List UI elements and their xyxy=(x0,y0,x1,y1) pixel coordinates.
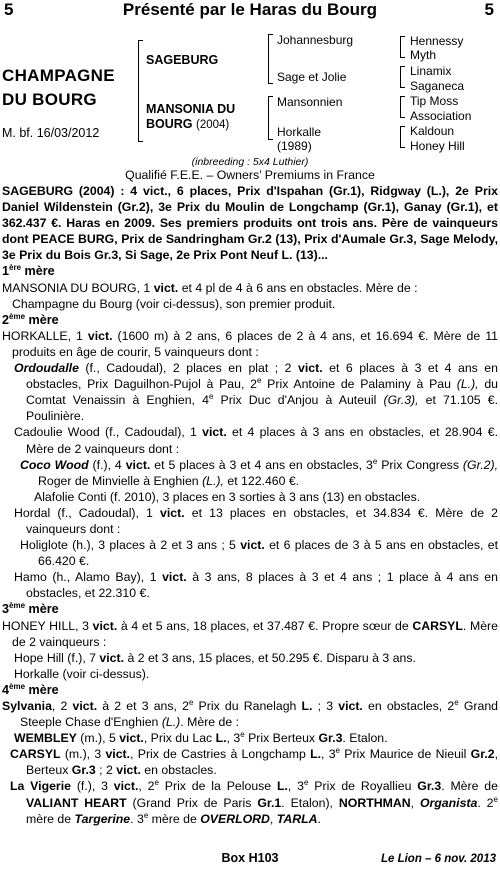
dam2-produce-cadoulie: Cadoulie Wood (f., Cadoudal), 1 vict. et 4 places à 3 ans en obstacles, et 28.904 €. Mère de 2 vainqueurs dont : xyxy=(14,425,498,456)
section-heading-3: 3ème mère xyxy=(2,601,59,617)
pedigree-text xyxy=(2,183,498,827)
dam2-produce-hamo: Hamo (h., Alamo Bay), 1 vict. à 3 ans, 8 places à 3 et 4 ans ; 1 place à 4 ans en obstacles, et 22.310 €. xyxy=(14,570,498,601)
page-number-right: 5 xyxy=(484,0,494,19)
dam2-paragraph: HORKALLE, 1 vict. (1600 m) à 2 ans, 6 places de 2 à 4 ans, et 16.694 €. Mère de 11 produits en âge de courir, 5 vainqueurs dont : xyxy=(2,328,498,359)
pedigree-bracket-dam xyxy=(268,96,273,140)
horse-name-line1: CHAMPAGNE xyxy=(2,66,115,85)
pedigree-g7: Kaldoun xyxy=(410,124,455,138)
dam3-produce-hope-hill: Hope Hill (f.), 7 vict. à 2 et 3 ans, 15 places, et 50.295 €. Disparu à 3 ans. xyxy=(14,650,416,665)
pedigree-dam-sire: Mansonnien xyxy=(277,95,343,109)
dam4-produce-la-vigerie: La Vigerie (f.), 3 vict., 2e Prix de la Pelouse L., 3e Prix de Royallieu Gr.3. Mère de VALIANT HEART (Grand Prix de Paris Gr.1. Etalon), NORTHMAN, Organista. 2e mère de Targerine. 3e mère de OVERLORD, TARLA. xyxy=(10,778,498,826)
dam2-produce-coco-wood: Coco Wood (f.), 4 vict. et 5 places à 3 et 4 ans en obstacles, 3e Prix Congress (Gr.2), Roger de Minvielle à Enghien (L.), et 122.460 €. xyxy=(20,456,498,488)
pedigree-bracket-g1 xyxy=(400,36,405,58)
horse-info: M. bf. 16/03/2012 xyxy=(2,126,100,140)
dam2-produce-holiglote: Holiglote (h.), 3 places à 2 et 3 ans ; 5 vict. et 6 places de 3 à 5 ans en obstacles, et 66.420 €. xyxy=(20,538,498,569)
pedigree-dam-dam: Horkalle xyxy=(277,125,322,139)
dam4-paragraph: Sylvania, 2 vict. à 2 et 3 ans, 2e Prix du Ranelagh L. ; 3 vict. en obstacles, 2e Grand Steeple Chase d'Enghien (L.). Mère de : xyxy=(2,697,499,730)
dam2-produce-hordal: Hordal (f., Cadoudal), 1 vict. et 13 places en obstacles, et 34.834 €. Mère de 2 vainqueurs dont : xyxy=(14,505,499,536)
sire-paragraph: SAGEBURG (2004) : 4 vict., 6 places, Prix d'Ispahan (Gr.1), Ridgway (L.), 2e Prix Daniel Wildenstein (Gr.2), 3e Prix du Moulin de Longchamp (Gr.1), Ganay (Gr.1), et 362.437 €. Haras en 2009. Ses premiers produits ont trois ans. Père de vainqueurs dont PEACE BURG, Prix de Sandringham Gr.2 (13), Prix d'Aumale Gr.3, Sage Melody, 3e Prix du Bois Gr.3, Si Sage, 2e Prix Pont Neuf L. (13)... xyxy=(2,184,498,263)
pedigree-g2: Myth xyxy=(410,48,437,62)
pedigree-g1: Hennessy xyxy=(410,34,464,48)
qualification: Qualifié F.E.E. – Owners’ Premiums in France xyxy=(125,168,375,182)
pedigree-dam: MANSONIA DU BOURG (2004) xyxy=(146,102,236,131)
pedigree-g5: Tip Moss xyxy=(410,94,459,108)
section-heading-2: 2ème mère xyxy=(2,311,59,327)
dam3-paragraph: HONEY HILL, 3 vict. à 4 et 5 ans, 18 places, et 37.487 €. Propre sœur de CARSYL. Mère de 2 vainqueurs : xyxy=(2,618,498,649)
dam2-produce-ordoudalle: Ordoudalle (f., Cadoudal), 2 places en plat ; 2 vict. et 6 places à 3 et 4 ans en obstacles, Prix Daguilhon-Pujol à Pau, 2e Prix Antoine de Palaminy à Pau (L.), du Comtat Venaissin à Enghien, 4e Prix Duc d'Anjou à Auteuil (Gr.3), et 71.105 €. Poulinière. xyxy=(14,361,499,424)
section-heading-1: 1ère mère xyxy=(2,263,55,279)
pedigree-g6: Association xyxy=(410,109,472,123)
pedigree-g3: Linamix xyxy=(410,64,452,78)
footer-source: Le Lion – 6 nov. 2013 xyxy=(380,853,496,865)
pedigree-bracket-g4 xyxy=(400,126,405,148)
dam2-produce-alafolie: Alafolie Conti (f. 2010), 3 places en 3 sorties à 3 ans (13) en obstacles. xyxy=(34,489,421,504)
pedigree-sire-sire: Johannesburg xyxy=(277,33,354,47)
horse-name-line2: DU BOURG xyxy=(2,90,97,109)
page-title: Présenté par le Haras du Bourg xyxy=(122,0,378,19)
dam3-produce-horkalle: Horkalle (voir ci-dessus). xyxy=(14,666,150,681)
pedigree-bracket-g3 xyxy=(400,96,405,118)
page-number-left: 5 xyxy=(4,0,14,19)
footer-box: Box H103 xyxy=(221,851,279,865)
pedigree-dam-dam-year: (1989) xyxy=(277,139,312,153)
pedigree-sire: SAGEBURG xyxy=(146,53,219,67)
dam1-paragraph: MANSONIA DU BOURG, 1 vict. et 4 pl de 4 à 6 ans en obstacles. Mère de : Champagne du Bourg (voir ci-dessus), son premier produit. xyxy=(2,280,418,311)
section-heading-4: 4ème mère xyxy=(2,681,59,697)
pedigree-bracket-main xyxy=(138,40,143,142)
pedigree-bracket-sire xyxy=(268,34,273,84)
pedigree-g8: Honey Hill xyxy=(410,139,465,153)
pedigree-bracket-g2 xyxy=(400,66,405,88)
pedigree-sire-dam: Sage et Jolie xyxy=(277,70,347,84)
dam4-produce-carsyl: CARSYL (m.), 3 vict., Prix de Castries à Longchamp L., 3e Prix Maurice de Nieuil Gr.2, Berteux Gr.3 ; 2 vict. en obstacles. xyxy=(10,746,498,778)
pedigree-g4: Saganeca xyxy=(410,79,465,93)
dam4-produce-wembley: WEMBLEY (m.), 5 vict., Prix du Lac L., 3e Prix Berteux Gr.3. Etalon. xyxy=(14,730,388,746)
inbreeding-note: (inbreeding : 5x4 Luthier) xyxy=(191,156,309,168)
